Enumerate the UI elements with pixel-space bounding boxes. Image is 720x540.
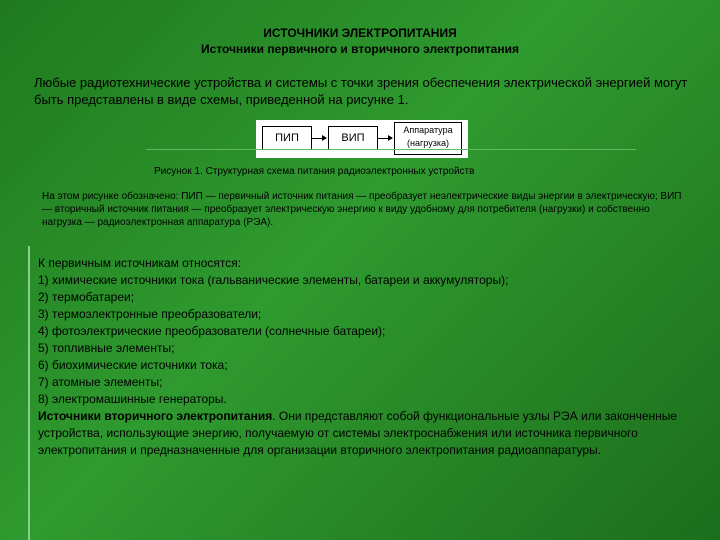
intro-paragraph: Любые радиотехнические устройства и системы с точки зрения обеспечения электрической энергией могут быть представлены в виде схемы, приведенной на рисунке 1. [34, 75, 688, 107]
sources-list [38, 255, 698, 459]
load-box-line2: (нагрузка) [407, 138, 449, 148]
figure-note: На этом рисунке обозначено: ПИП — первичный источник питания — преобразует неэлектрические виды энергии в электрическую; ВИП — вторичный источник питания — преобразует электрическую энергию к виду удобному для потребителя (нагрузки) и собственно нагрузка — радиоэлектронная аппаратура (РЭА). [42, 191, 682, 228]
caption-rule [146, 149, 636, 150]
load-box-line1: Аппаратура [403, 125, 453, 135]
list-item: 7) атомные элементы; [38, 375, 163, 389]
arrow-pip-vip [312, 138, 326, 139]
page-subtitle: Источники первичного и вторичного электропитания [201, 42, 519, 56]
list-item: 5) топливные элементы; [38, 341, 175, 355]
left-divider [28, 246, 30, 540]
secondary-text: . Они представляют собой функциональные узлы РЭА или законченные устройства, использующие энергию, получаемую от системы электроснабжения или источника первичного электропитания и предназначенные для организации вторичного электропитания радиоаппаратуры. [38, 409, 678, 457]
list-heading: К первичным источникам относятся: [38, 256, 242, 270]
page-title: ИСТОЧНИКИ ЭЛЕКТРОПИТАНИЯ [263, 26, 457, 40]
list-item: 2) термобатареи; [38, 290, 135, 304]
figure-caption: Рисунок 1. Структурная схема питания радиоэлектронных устройств [154, 166, 475, 177]
list-item: 6) биохимические источники тока; [38, 358, 228, 372]
power-diagram [256, 120, 468, 158]
list-item: 4) фотоэлектрические преобразователи (солнечные батареи); [38, 324, 386, 338]
load-box [394, 122, 462, 155]
list-item: 1) химические источники тока (гальванические элементы, батареи и аккумуляторы); [38, 273, 509, 287]
list-item: 8) электромашинные генераторы. [38, 392, 227, 406]
pip-box: ПИП [262, 126, 312, 150]
arrow-vip-load [378, 138, 392, 139]
vip-box: ВИП [328, 126, 378, 150]
list-item: 3) термоэлектронные преобразователи; [38, 307, 262, 321]
secondary-heading: Источники вторичного электропитания [38, 409, 273, 423]
secondary-paragraph [38, 408, 698, 459]
